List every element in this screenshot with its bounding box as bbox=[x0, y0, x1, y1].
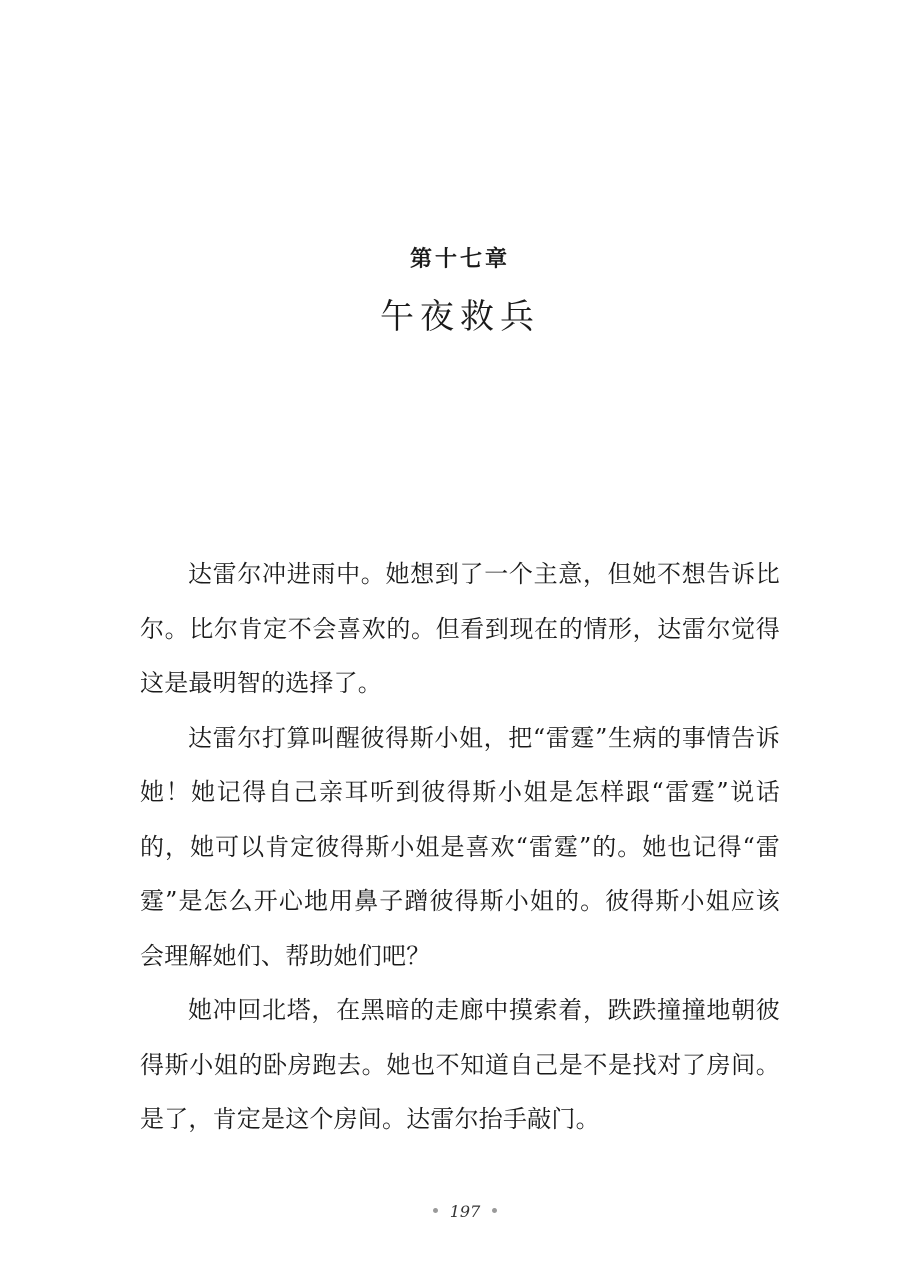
footer-dot-right bbox=[492, 1208, 497, 1213]
paragraph-3: 她冲回北塔，在黑暗的走廊中摸索着，跌跌撞撞地朝彼得斯小姐的卧房跑去。她也不知道自己是不是找对了房间。是了，肯定是这个房间。达雷尔抬手敲门。 bbox=[140, 996, 780, 1133]
paragraph-1: 达雷尔冲进雨中。她想到了一个主意，但她不想告诉比尔。比尔肯定不会喜欢的。但看到现在的情形，达雷尔觉得这是最明智的选择了。 bbox=[140, 560, 780, 697]
paragraph-2: 达雷尔打算叫醒彼得斯小姐，把“雷霆”生病的事情告诉她！她记得自己亲耳听到彼得斯小姐是怎样跟“雷霆”说话的，她可以肯定彼得斯小姐是喜欢“雷霆”的。她也记得“雷霆”是怎么开心地用鼻子蹭彼得斯小姐的。彼得斯小姐应该会理解她们、帮助她们吧？ bbox=[140, 723, 780, 970]
page-number: 197 bbox=[449, 1202, 481, 1221]
chapter-number: 第十七章 bbox=[409, 247, 510, 272]
footer-dot-left bbox=[433, 1208, 438, 1213]
body-text bbox=[140, 547, 780, 1147]
page-footer bbox=[0, 1200, 900, 1224]
chapter-title: 午夜救兵 bbox=[380, 297, 540, 337]
